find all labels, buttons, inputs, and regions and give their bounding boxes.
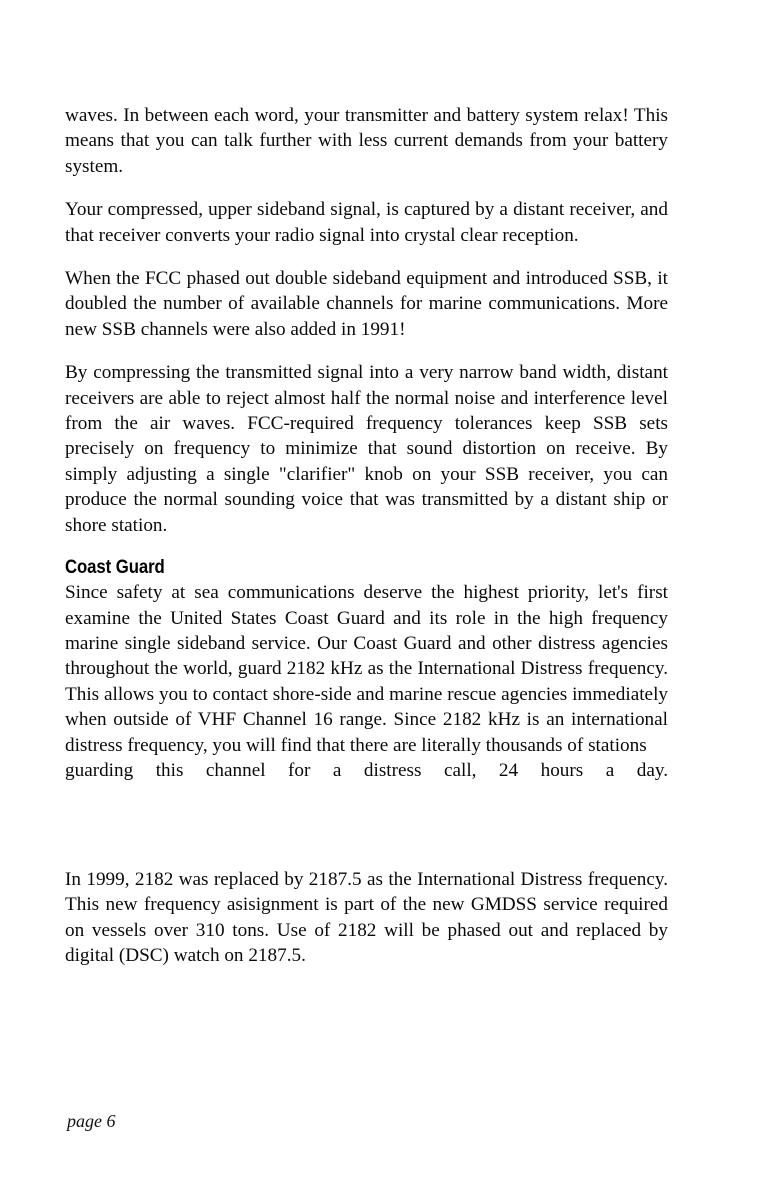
paragraph-coast-guard-last-line: guarding this channel for a distress call, 24 hours a day. [65, 759, 668, 781]
paragraph-compressed-signal: Your compressed, upper sideband signal, is captured by a distant receiver, and that receiver converts your radio signal into crystal clear reception. [65, 199, 668, 246]
section-spacer [65, 827, 668, 867]
page-footer-number: page 6 [67, 1111, 116, 1131]
section-heading-coast-guard: Coast Guard [65, 556, 165, 579]
paragraph-fcc-phased-out: When the FCC phased out double sideband equipment and introduced SSB, it doubled the number of available channels for marine communications. More new SSB channels were also added in 1991! [65, 268, 668, 340]
paragraph-gmdss-1999: In 1999, 2182 was replaced by 2187.5 as the International Distress frequency. This new frequency asisignment is part of the new GMDSS service required on vessels over 310 tons. Use of 2182 will be phased out and replaced by digital (DSC) watch on 2187.5. [65, 868, 668, 966]
coast-guard-section-header [65, 556, 668, 579]
paragraph-waves-relax: waves. In between each word, your transmitter and battery system relax! This means that you can talk further with less current demands from your battery system. [65, 105, 668, 177]
paragraph-compressing-band-width: By compressing the transmitted signal into a very narrow band width, distant receivers are able to reject almost half the normal noise and interference level from the air waves. FCC-required frequency tolerances keep SSB sets precisely on frequency to minimize that sound distortion on receive. By simply adjusting a single "clarifier" knob on your SSB receiver, you can produce the normal sounding voice that was transmitted by a distant ship or shore station. [65, 362, 668, 536]
paragraph-coast-guard-body-text: Since safety at sea communications deserve the highest priority, let's first examine the United States Coast Guard and its role in the high frequency marine single sideband service. Our Coast Guard and other distress agencies throughout the world, guard 2182 kHz as the International Distress frequency. This allows you to contact shore-side and marine rescue agencies immediately when outside of VHF Channel 16 range. Since 2182 kHz is an international distress frequency, you will find that there are literally thousands of stations [65, 582, 668, 756]
paragraph-coast-guard-body [65, 580, 668, 809]
page-text-column [65, 103, 668, 986]
